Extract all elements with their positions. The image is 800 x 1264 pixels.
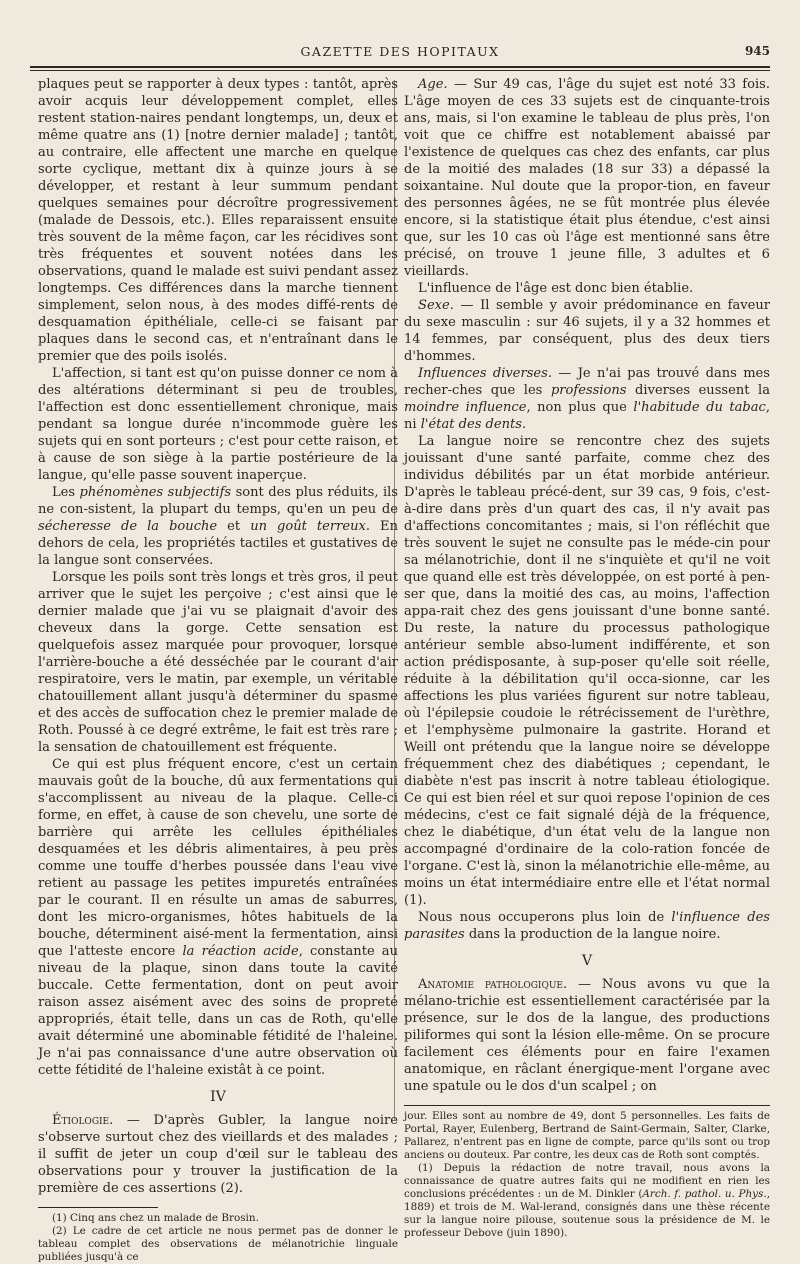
paragraph: Age. — Sur 49 cas, l'âge du sujet est noté 33 fois. L'âge moyen de ces 33 sujets est de cinquante-trois ans, mais, si l'on examine le tableau de plus près, l'on voit que ce chiffre est notablement abaissé par l'existence de quelques cas chez des enfants, car plus de la moitié des malades (18 sur 33) a dépassé la soixantaine. Nul doute que la propor-tion, en faveur des personnes âgées, ne se fût montrée plus élevée encore, si la statistique était plus étendue, c'est ainsi que, sur les 10 cas où l'âge est mentionné sans être précisé, on trouve 1 jeune fille, 3 adultes et 6 vieillards. [404, 77, 770, 279]
paragraph: plaques peut se rapporter à deux types : tantôt, après avoir acquis leur développement complet, elles restent station-naires pendant longtemps, un, deux et même quatre ans (1) [notre dernier malade] ; tantôt, au contraire, elle affectent une marche en quelque sorte cyclique, mettant dix à quinze jours à se développer, et restant à leur summum pendant quelques semaines pour décroître progressivement (malade de Dessois, etc.). Elles reparaissent ensuite très souvent de la même façon, car les récidives sont très fréquentes et souvent notées dans les observations, quand le malade est suivi pendant assez longtemps. Ces différences dans la marche tiennent simplement, selon nous, à des modes diffé-rents de desquamation épithéliale, celle-ci se faisant par plaques dans le second cas, et n'entraînant dans le premier que des poils isolés. [38, 77, 398, 364]
paragraph: Nous nous occuperons plus loin de l'influence des parasites dans la production de la langue noire. [404, 910, 770, 942]
page-number: 945 [744, 44, 770, 58]
paragraph: Étiologie. — D'après Gubler, la langue noire s'observe surtout chez des vieillards et des malades ; il suffit de jeter un coup d'œil sur le tableau des observations pour y trouver la justification de la première de ces assertions (2). [38, 1113, 398, 1196]
paragraph: La langue noire se rencontre chez des sujets jouissant d'une santé parfaite, comme chez des individus débilités par un état morbide antérieur. D'après le tableau précé-dent, sur 39 cas, 9 fois, c'est-à-dire dans près d'un quart des cas, il n'y avait pas d'affections concomitantes ; mais, si l'on réfléchit que très souvent le sujet ne consulte pas le méde-cin pour sa mélanotrichie, dont il ne s'inquiète et qu'il ne voit que quand elle est très développée, on est porté à pen-ser que, dans la moitié des cas, au moins, l'affection appa-rait chez des gens jouissant d'une bonne santé. Du reste, la nature du processus pathologique antérieur semble abso-lument indifférente, et son action prédisposante, à sup-poser qu'elle soit réelle, réduite à la débilitation qu'il occa-sionne, car les affections les plus variées figurent sur notre tableau, où l'épilepsie coudoie le rétrécissement de l'urèthre, et l'emphysème pulmonaire la gastrite. Horand et Weill ont prétendu que la langue noire se développe fréquemment chez des diabétiques ; cependant, le diabète n'est pas inscrit à notre tableau étiologique. Ce qui est bien réel et sur quoi repose l'opinion de ces médecins, c'est ce fait signalé déjà de la fréquence, chez le diabétique, d'un état velu de la langue non accompagné d'ordinaire de la colo-ration foncée de l'organe. C'est là, sinon la mélanotrichie elle-même, au moins un état intermédiaire entre elle et l'état normal (1). [404, 434, 770, 908]
footnote: jour. Elles sont au nombre de 49, dont 5 personnelles. Les faits de Portal, Rayer, Eulenberg, Bertrand de Saint-Germain, Salter, Clarke, Pallarez, n'entrent pas en ligne de compte, parce qu'ils sont ou trop anciens ou douteux. Par contre, les deux cas de Roth sont comptés. [404, 1110, 770, 1161]
journal-title: GAZETTE DES HOPITAUX [300, 44, 500, 59]
header-rule-thin [30, 70, 770, 71]
paragraph: Ce qui est plus fréquent encore, c'est un certain mauvais goût de la bouche, dû aux fermentations qui s'accomplissent au niveau de la plaque. Celle-ci forme, en effet, à cause de son chevelu, une sorte de barrière qui arrête les cellules épithéliales desquamées et les débris alimentaires, à peu près comme une touffe d'herbes poussée dans l'eau vive retient au passage les petites impuretés entraînées par le courant. Il en résulte un amas de saburres, dont les micro-organismes, hôtes habituels de la bouche, déterminent aisé-ment la fermentation, ainsi que l'atteste encore la réaction acide, constante au niveau de la plaque, sinon dans toute la cavité buccale. Cette fermentation, dont on peut avoir raison assez aisément avec des soins de propreté appropriés, était telle, dans un cas de Roth, qu'elle avait déterminé une abominable fétidité de l'haleine. Je n'ai pas connaissance d'une autre observation où cette fétidité de l'haleine existât à ce point. [38, 757, 398, 1078]
paragraph: Influences diverses. — Je n'ai pas trouvé dans mes recher-ches que les professions diverses eussent la moindre influence, non plus que l'habitude du tabac, ni l'état des dents. [404, 366, 770, 432]
paragraph: Anatomie pathologique. — Nous avons vu que la mélano-trichie est essentiellement caractérisée par la présence, sur le dos de la langue, des productions piliformes qui sont la lésion elle-même. On se procure facilement ces éléments pour en faire l'examen anatomique, en râclant énergique-ment l'organe avec une spatule ou le dos d'un scalpel ; on [404, 977, 771, 1094]
paragraph: Les phénomènes subjectifs sont des plus réduits, ils ne con-sistent, la plupart du temps, qu'en un peu de sécheresse de la bouche et un goût terreux. En dehors de cela, les propriétés tactiles et gustatives de la langue sont conservées. [38, 485, 399, 568]
footnote-rule [404, 1105, 770, 1106]
right-column [404, 76, 770, 1240]
paragraph: Lorsque les poils sont très longs et très gros, il peut arriver que le sujet les perçoive ; c'est ainsi que le dernier malade que j'ai vu se plaignait d'avoir des cheveux dans la gorge. Cette sensation est quelquefois assez marquée pour provoquer, lorsque l'arrière-bouche a été desséchée par le courant d'air respiratoire, vers le matin, par exemple, un véritable chatouillement allant jusqu'à déterminer du spasme et des accès de suffocation chez le premier malade de Roth. Poussé à ce degré extrême, le fait est très rare ; la sensation de chatouillement est fréquente. [38, 570, 398, 755]
footnote: (1) Depuis la rédaction de notre travail, nous avons la connaissance de quatre autres faits qui ne modifient en rien les conclusions précédentes : un de M. Dinkler (Arch. f. pathol. u. Phys., 1889) et trois de M. Wal-lerand, consignés dans une thèse récente sur la langue noire pilouse, soutenue sous la présidence de M. le professeur Debove (juin 1890). [404, 1162, 770, 1239]
section-heading: V [581, 953, 593, 969]
footnote: (1) Cinq ans chez un malade de Brosin. [52, 1212, 259, 1224]
header-rule-thick [30, 66, 770, 68]
left-column [38, 76, 398, 1264]
section-heading: IV [210, 1089, 226, 1105]
running-header [30, 40, 770, 62]
paragraph: Sexe. — Il semble y avoir prédominance en faveur du sexe masculin : sur 46 sujets, il y a 32 hommes et 14 femmes, par conséquent, plus des deux tiers d'hommes. [404, 298, 770, 364]
paragraph: L'influence de l'âge est donc bien établie. [418, 281, 694, 296]
footnote: (2) Le cadre de cet article ne nous permet pas de donner le tableau complet des observations de mélanotrichie linguale publiées jusqu'à ce [38, 1225, 398, 1263]
footnote-rule [38, 1207, 158, 1208]
paragraph: L'affection, si tant est qu'on puisse donner ce nom à des altérations déterminant si peu de troubles, l'affection est donc essentiellement chronique, mais pendant sa longue durée n'incommode guère les sujets qui en sont porteurs ; c'est pour cette raison, et à cause de son siège à la partie postérieure de la langue, qu'elle passe souvent inaperçue. [38, 366, 398, 483]
